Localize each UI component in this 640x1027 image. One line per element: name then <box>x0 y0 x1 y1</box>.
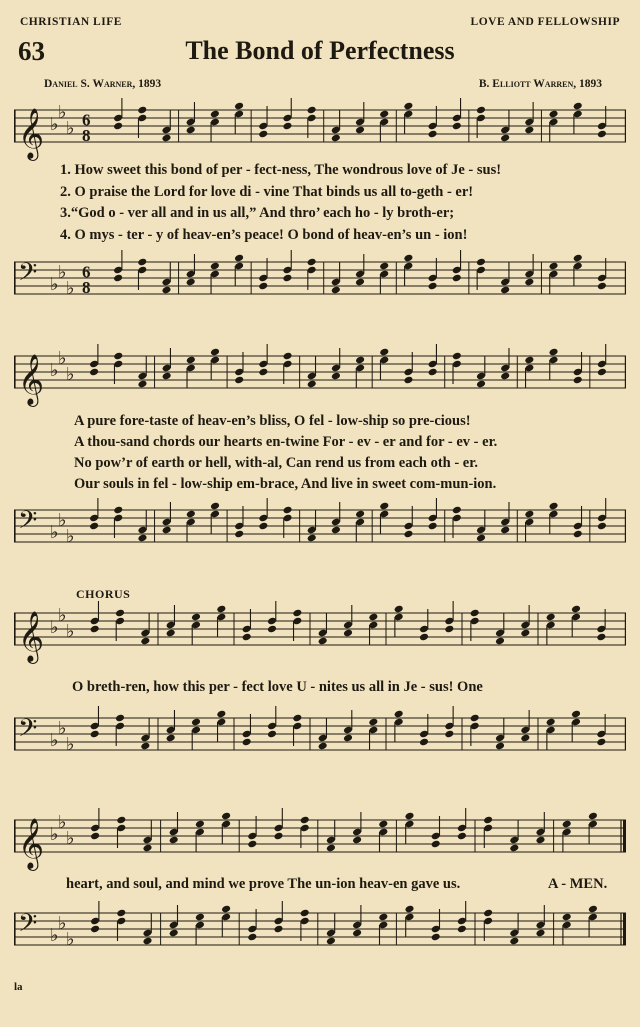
svg-text:8: 8 <box>82 126 91 145</box>
svg-text:♭: ♭ <box>50 730 59 751</box>
svg-text:♭: ♭ <box>50 617 59 638</box>
svg-text:6: 6 <box>82 262 91 282</box>
svg-text:♭: ♭ <box>58 510 67 531</box>
verse-1-line-a: 1. How sweet this bond of per - fect-ness, The wondrous love of Je - sus! <box>60 162 502 178</box>
verse-2-line-a: 2. O praise the Lord for love di - vine That binds us all to-geth - er! <box>60 184 474 200</box>
svg-text:♭: ♭ <box>66 828 75 849</box>
staff-bass-system-3 <box>14 708 626 788</box>
svg-text:♭: ♭ <box>50 925 59 946</box>
svg-text:♭: ♭ <box>66 278 75 299</box>
verse-3-line-a: 3.“God o - ver all and in us all,” And thro’ each ho - ly broth-er; <box>60 205 455 221</box>
amen-text: A - MEN. <box>548 876 608 892</box>
svg-text:♭: ♭ <box>66 364 75 385</box>
staff-bass-system-1 <box>14 252 626 332</box>
svg-text:6: 6 <box>82 110 91 130</box>
staff-bass-system-4 <box>14 903 626 983</box>
verse-4-line-b: Our souls in fel - low-ship em-brace, And live in sweet com-mun-ion. <box>74 476 497 492</box>
svg-text:♭: ♭ <box>66 118 75 139</box>
svg-text:♭: ♭ <box>50 824 59 845</box>
svg-text:♭: ♭ <box>58 348 67 369</box>
svg-text:𝄞: 𝄞 <box>18 611 45 662</box>
svg-text:♭: ♭ <box>66 526 75 547</box>
section-label-right: LOVE AND FELLOWSHIP <box>470 16 620 28</box>
publisher-mark: la <box>14 981 23 993</box>
svg-text:𝄢: 𝄢 <box>18 714 38 749</box>
verse-4-line-a: 4. O mys - ter - y of heav-en’s peace! O bond of heav-en’s un - ion! <box>60 227 468 243</box>
svg-text:♭: ♭ <box>58 718 67 739</box>
svg-text:𝄞: 𝄞 <box>18 354 45 405</box>
svg-text:𝄢: 𝄢 <box>18 258 38 293</box>
verse-1-line-b: A pure fore-taste of heav-en’s bliss, O fel - low-ship so pre-cious! <box>74 413 471 429</box>
chorus-line-1: O breth-ren, how this per - fect love U - nites us all in Je - sus! One <box>72 679 483 695</box>
chorus-line-2: heart, and soul, and mind we prove The un-ion heav-en gave us. <box>66 876 461 892</box>
svg-text:♭: ♭ <box>58 812 67 833</box>
svg-text:♭: ♭ <box>50 114 59 135</box>
svg-text:♭: ♭ <box>50 522 59 543</box>
hymn-title: The Bond of Perfectness <box>185 36 455 65</box>
words-credit: Daniel S. Warner, 1893 <box>44 78 162 90</box>
svg-text:♭: ♭ <box>66 929 75 950</box>
svg-text:♭: ♭ <box>58 605 67 626</box>
svg-text:♭: ♭ <box>58 262 67 283</box>
svg-text:♭: ♭ <box>66 621 75 642</box>
svg-text:𝄞: 𝄞 <box>18 818 45 869</box>
chorus-label: CHORUS <box>76 587 131 601</box>
svg-text:𝄞: 𝄞 <box>18 108 45 159</box>
svg-text:♭: ♭ <box>50 360 59 381</box>
hymn-number: 63 <box>18 36 45 66</box>
music-credit: B. Elliott Warren, 1893 <box>478 78 602 90</box>
verse-3-line-b: No pow’r of earth or hell, with-al, Can rend us from each oth - er. <box>74 455 478 471</box>
svg-text:♭: ♭ <box>66 734 75 755</box>
svg-text:♭: ♭ <box>58 102 67 123</box>
svg-text:♭: ♭ <box>58 913 67 934</box>
staff-bass-system-2 <box>14 500 626 580</box>
svg-text:8: 8 <box>82 278 91 297</box>
svg-text:♭: ♭ <box>50 274 59 295</box>
svg-text:𝄢: 𝄢 <box>18 506 38 541</box>
staff-treble-system-3 <box>14 603 626 683</box>
section-label-left: CHRISTIAN LIFE <box>20 16 122 28</box>
verse-2-line-b: A thou-sand chords our hearts en-twine For - ev - er and for - ev - er. <box>74 434 498 450</box>
svg-text:𝄢: 𝄢 <box>18 909 38 944</box>
